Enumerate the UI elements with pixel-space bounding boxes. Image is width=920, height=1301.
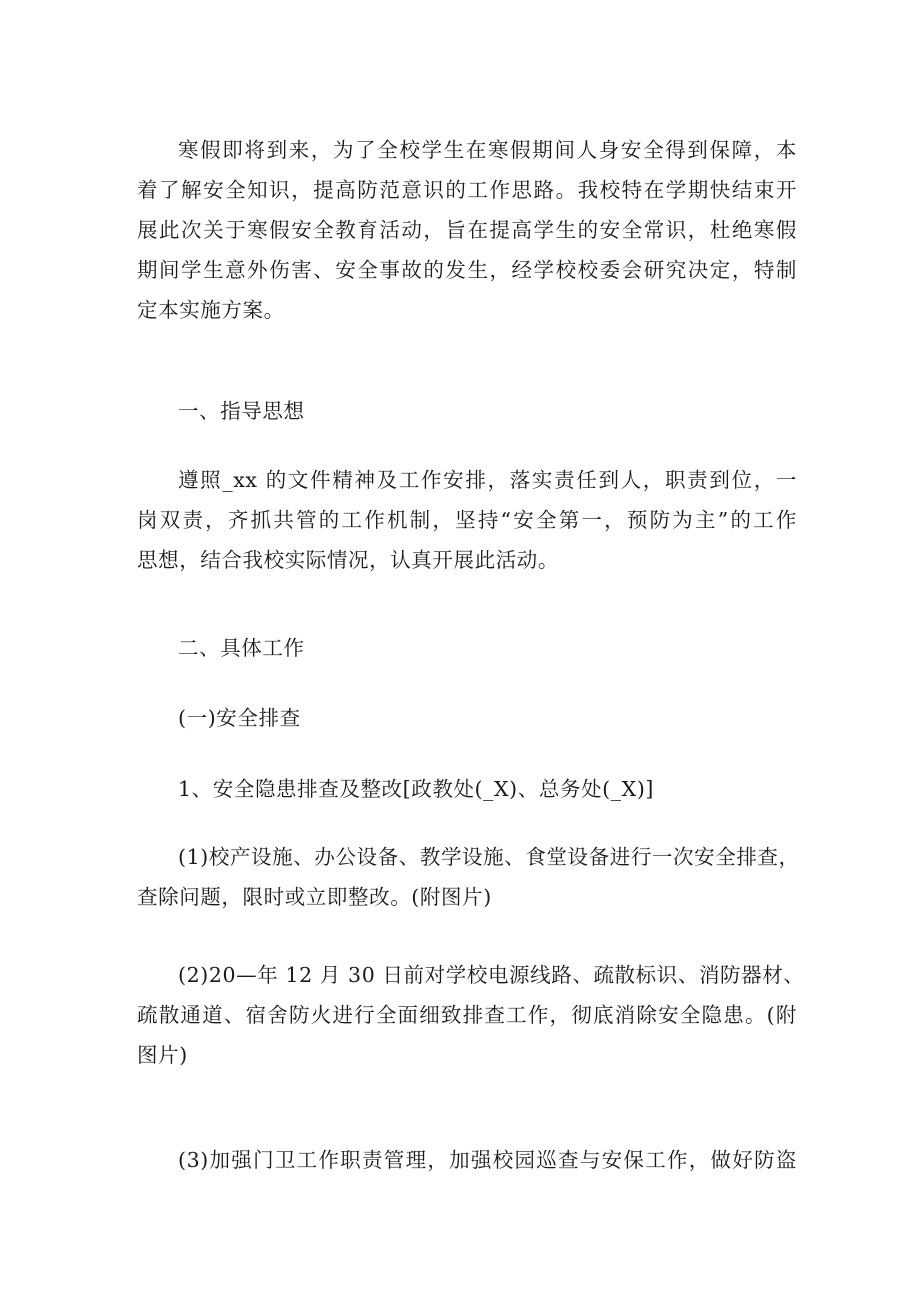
paragraph-line: 定本实施方案。 bbox=[137, 298, 285, 322]
paragraph-line: (1)校产设施、办公设备、教学设施、食堂设备进行一次安全排查， bbox=[178, 845, 800, 869]
section-heading bbox=[137, 628, 797, 668]
guiding-principle-paragraph bbox=[137, 460, 797, 580]
intro-paragraph bbox=[137, 130, 797, 330]
paragraph-line: 思想，结合我校实际情况，认真开展此活动。 bbox=[137, 548, 559, 572]
item-paragraph bbox=[137, 837, 800, 917]
paragraph-line: 期间学生意外伤害、安全事故的发生，经学校校委会研究决定，特制 bbox=[137, 258, 797, 282]
subsection-heading bbox=[137, 698, 797, 738]
paragraph-line: 展此次关于寒假安全教育活动，旨在提高学生的安全常识，杜绝寒假 bbox=[137, 218, 797, 242]
paragraph-line: 图片) bbox=[137, 1043, 188, 1067]
paragraph-line: 岗双责，齐抓共管的工作机制，坚持“安全第一，预防为主”的工作 bbox=[137, 508, 797, 532]
paragraph-line: 寒假即将到来，为了全校学生在寒假期间人身安全得到保障，本 bbox=[178, 138, 797, 162]
section-heading bbox=[137, 391, 797, 431]
item-paragraph bbox=[137, 955, 805, 1075]
paragraph-line: 查除问题，限时或立即整改。(附图片) bbox=[137, 885, 492, 909]
paragraph-line: 疏散通道、宿舍防火进行全面细致排查工作，彻底消除安全隐患。(附 bbox=[137, 1003, 797, 1027]
subsection-heading-text: (一)安全排查 bbox=[178, 706, 301, 730]
paragraph-line: 着了解安全知识，提高防范意识的工作思路。我校特在学期快结束开 bbox=[137, 178, 797, 202]
paragraph-line: (3)加强门卫工作职责管理，加强校园巡查与安保工作，做好防盗 bbox=[178, 1148, 797, 1172]
item-heading bbox=[137, 769, 797, 809]
paragraph-line: (2)20—年 12 月 30 日前对学校电源线路、疏散标识、消防器材、 bbox=[178, 963, 805, 987]
item-paragraph bbox=[137, 1140, 797, 1180]
section-2-heading: 二、具体工作 bbox=[178, 636, 305, 660]
item-1-heading: 1、安全隐患排查及整改[政教处(_X)、总务处(_X)] bbox=[178, 777, 655, 801]
paragraph-line: 遵照_xx 的文件精神及工作安排，落实责任到人，职责到位，一 bbox=[178, 468, 797, 492]
section-1-heading: 一、指导思想 bbox=[178, 399, 305, 423]
